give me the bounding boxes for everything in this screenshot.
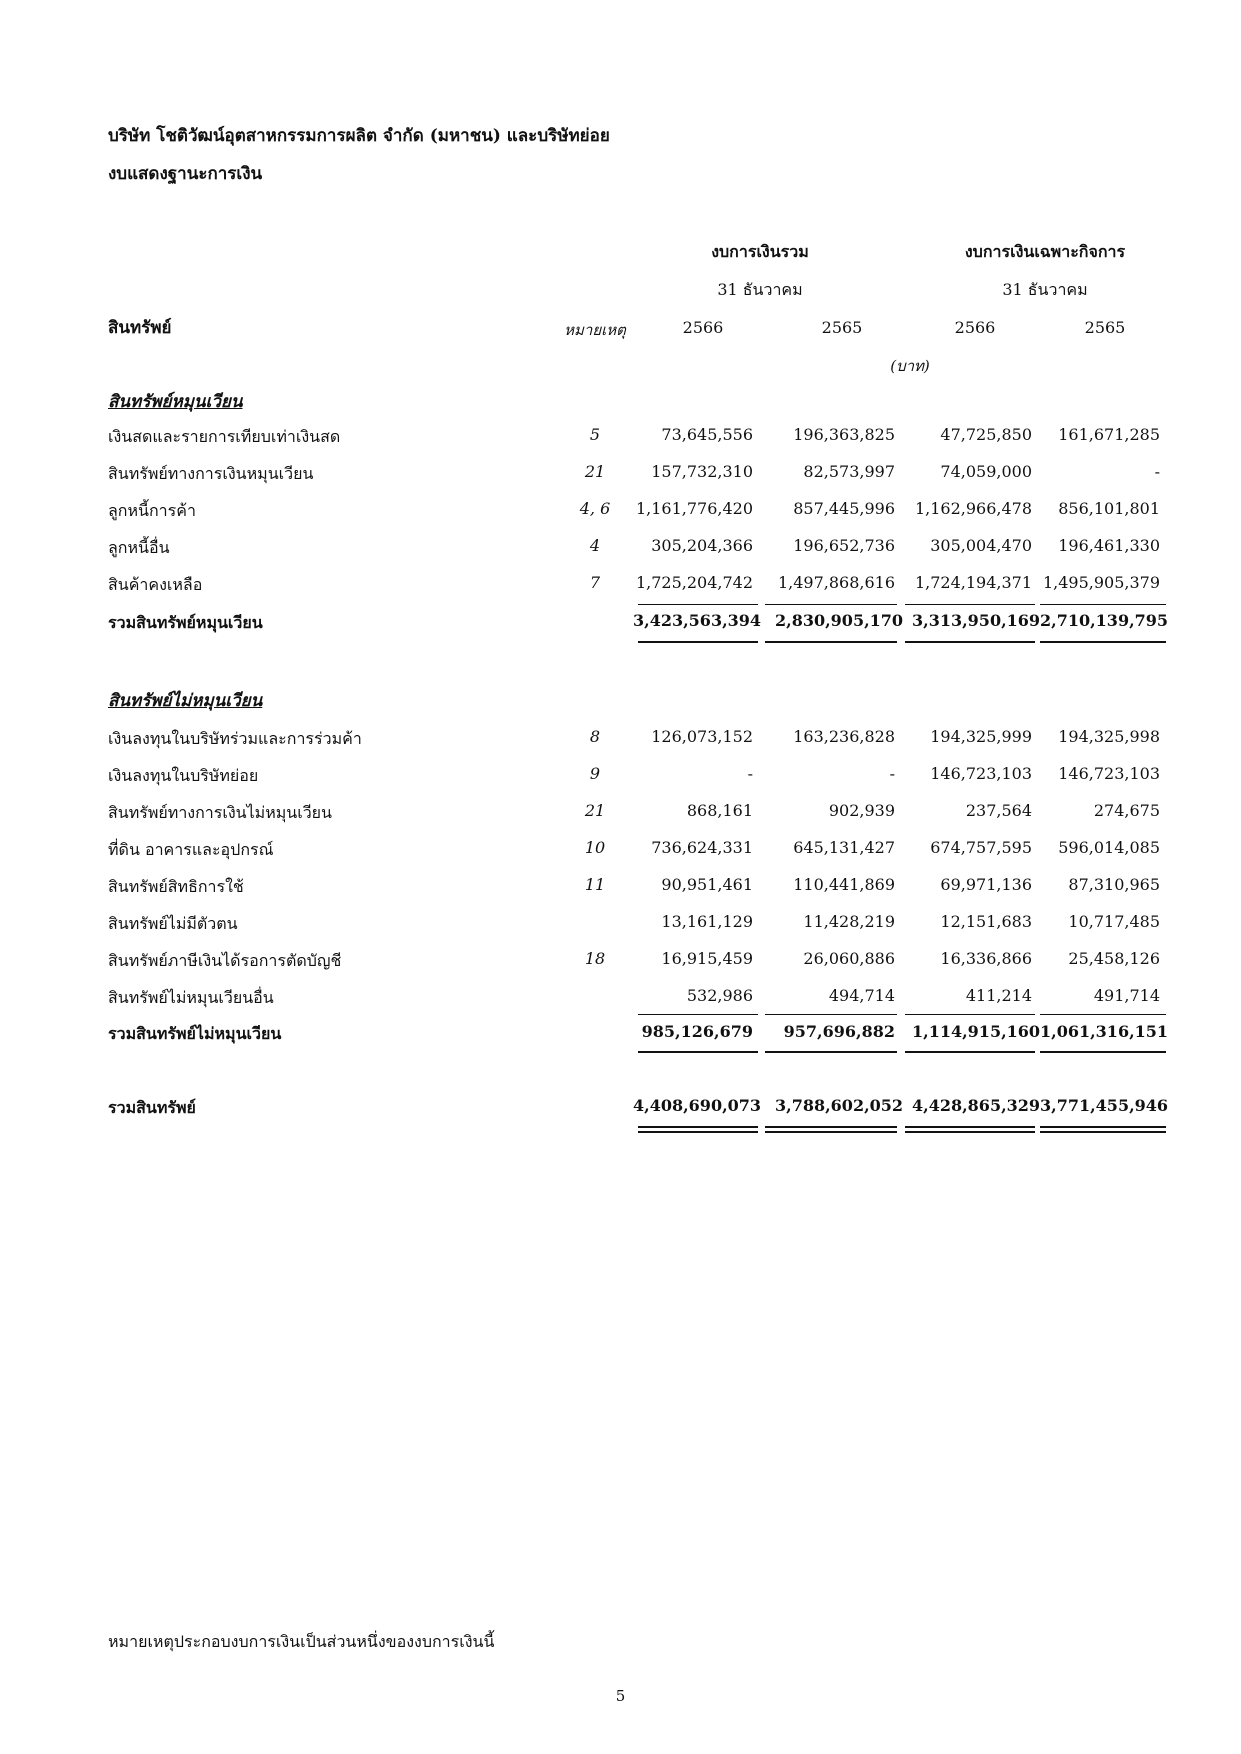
double-rule — [905, 1131, 1035, 1133]
cell-value: 237,564 — [965, 801, 1032, 820]
assets-title: สินทรัพย์ — [108, 318, 172, 338]
cell-value: 3,313,950,169 — [912, 611, 1041, 630]
year-col-1: 2566 — [682, 318, 724, 337]
unit-label: (บาท) — [890, 357, 930, 375]
cell-value: 274,675 — [1093, 801, 1160, 820]
cell-value: 1,725,204,742 — [635, 573, 753, 592]
row-label: สินค้าคงเหลือ — [108, 575, 203, 594]
cell-value: 47,725,850 — [940, 425, 1032, 444]
cell-value: 902,939 — [828, 801, 895, 820]
cell-value: 16,336,866 — [940, 949, 1032, 968]
row-label: ลูกหนี้การค้า — [108, 501, 196, 520]
cell-value: 1,161,776,420 — [635, 499, 753, 518]
row-note: 4, 6 — [579, 499, 611, 518]
cell-value: 74,059,000 — [940, 462, 1032, 481]
cell-value: 82,573,997 — [803, 462, 895, 481]
total-rule — [1040, 1051, 1166, 1053]
cell-value: 674,757,595 — [930, 838, 1032, 857]
table-row — [0, 764, 1241, 794]
table-row — [0, 801, 1241, 831]
consolidated-date: 31 ธันวาคม — [717, 280, 803, 299]
cell-value: 957,696,882 — [783, 1022, 895, 1041]
row-label: รวมสินทรัพย์หมุนเวียน — [108, 613, 263, 632]
cell-value: 87,310,965 — [1068, 875, 1160, 894]
cell-value: 1,497,868,616 — [777, 573, 895, 592]
row-label: สินทรัพย์ไม่มีตัวตน — [108, 914, 238, 933]
table-row — [0, 875, 1241, 905]
row-label: เงินลงทุนในบริษัทย่อย — [108, 766, 259, 785]
cell-value: 25,458,126 — [1068, 949, 1160, 968]
cell-value: 146,723,103 — [1058, 764, 1160, 783]
year-col-4: 2565 — [1084, 318, 1126, 337]
row-label: รวมสินทรัพย์ — [108, 1098, 196, 1117]
row-note: 9 — [589, 764, 601, 783]
cell-value: 985,126,679 — [641, 1022, 753, 1041]
row-note: 18 — [584, 949, 606, 968]
cell-value: 1,162,966,478 — [914, 499, 1032, 518]
row-label: รวมสินทรัพย์ไม่หมุนเวียน — [108, 1024, 282, 1043]
consolidated-header: งบการเงินรวม — [711, 242, 809, 261]
row-label: สินทรัพย์ไม่หมุนเวียนอื่น — [108, 988, 274, 1007]
cell-value: 856,101,801 — [1058, 499, 1160, 518]
cell-value: 1,061,316,151 — [1040, 1022, 1169, 1041]
sum-rule — [765, 604, 897, 605]
cell-value: 4,428,865,329 — [912, 1096, 1041, 1115]
cell-value: 3,788,602,052 — [775, 1096, 904, 1115]
current-assets-title: สินทรัพย์หมุนเวียน — [108, 392, 243, 412]
sum-rule — [905, 604, 1035, 605]
row-note: 5 — [589, 425, 601, 444]
cell-value: 1,495,905,379 — [1042, 573, 1160, 592]
cell-value: 645,131,427 — [793, 838, 895, 857]
sum-rule — [765, 1014, 897, 1015]
cell-value: 163,236,828 — [793, 727, 895, 746]
table-row — [0, 425, 1241, 455]
row-label: ลูกหนี้อื่น — [108, 538, 170, 557]
cell-value: 146,723,103 — [930, 764, 1032, 783]
sum-rule — [905, 1014, 1035, 1015]
sum-rule — [1040, 604, 1166, 605]
cell-value: 73,645,556 — [661, 425, 753, 444]
row-label: สินทรัพย์ภาษีเงินได้รอการตัดบัญชี — [108, 951, 342, 970]
cell-value: 161,671,285 — [1058, 425, 1160, 444]
total-row — [0, 611, 1241, 641]
sum-rule — [1040, 1014, 1166, 1015]
cell-value: 3,423,563,394 — [633, 611, 762, 630]
total-rule — [638, 1051, 758, 1053]
row-label: เงินสดและรายการเทียบเท่าเงินสด — [108, 427, 341, 446]
cell-value: 305,004,470 — [930, 536, 1032, 555]
cell-value: 305,204,366 — [651, 536, 753, 555]
separate-date: 31 ธันวาคม — [1002, 280, 1088, 299]
grand-total-row — [0, 1096, 1241, 1126]
cell-value: 1,724,194,371 — [914, 573, 1032, 592]
row-label: สินทรัพย์ทางการเงินหมุนเวียน — [108, 464, 314, 483]
double-rule — [765, 1131, 897, 1133]
separate-header: งบการเงินเฉพาะกิจการ — [964, 242, 1126, 261]
row-note: 21 — [584, 801, 606, 820]
total-row — [0, 1022, 1241, 1052]
cell-value: 2,710,139,795 — [1040, 611, 1169, 630]
double-rule — [638, 1131, 758, 1133]
cell-value: 194,325,998 — [1058, 727, 1160, 746]
total-rule — [905, 1051, 1035, 1053]
row-label: เงินลงทุนในบริษัทร่วมและการร่วมค้า — [108, 729, 362, 748]
company-name: บริษัท โชติวัฒน์อุตสาหกรรมการผลิต จำกัด (มหาชน) และบริษัทย่อย — [108, 126, 610, 146]
cell-value: 196,461,330 — [1058, 536, 1160, 555]
cell-value: 26,060,886 — [803, 949, 895, 968]
table-row — [0, 838, 1241, 868]
cell-value: 411,214 — [965, 986, 1032, 1005]
row-label: สินทรัพย์สิทธิการใช้ — [108, 877, 244, 896]
table-row — [0, 536, 1241, 566]
sum-rule — [638, 1014, 758, 1015]
footer-note: หมายเหตุประกอบงบการเงินเป็นส่วนหนึ่งของงบการเงินนี้ — [108, 1632, 495, 1651]
cell-value: 491,714 — [1093, 986, 1160, 1005]
cell-value: 16,915,459 — [661, 949, 753, 968]
cell-value: 1,114,915,160 — [912, 1022, 1041, 1041]
row-label: สินทรัพย์ทางการเงินไม่หมุนเวียน — [108, 803, 332, 822]
row-note: 21 — [584, 462, 606, 481]
double-rule — [638, 1126, 758, 1128]
sum-rule — [638, 604, 758, 605]
cell-value: 868,161 — [686, 801, 753, 820]
row-label: ที่ดิน อาคารและอุปกรณ์ — [108, 840, 274, 859]
cell-value: 13,161,129 — [661, 912, 753, 931]
total-rule — [638, 641, 758, 643]
cell-value: 69,971,136 — [940, 875, 1032, 894]
table-row — [0, 949, 1241, 979]
cell-value: 857,445,996 — [793, 499, 895, 518]
cell-value: 736,624,331 — [651, 838, 753, 857]
cell-value: 194,325,999 — [930, 727, 1032, 746]
cell-value: 4,408,690,073 — [633, 1096, 762, 1115]
cell-value: - — [889, 764, 895, 783]
double-rule — [1040, 1131, 1166, 1133]
cell-value: - — [1154, 462, 1160, 481]
cell-value: 157,732,310 — [651, 462, 753, 481]
cell-value: 196,652,736 — [793, 536, 895, 555]
table-row — [0, 986, 1241, 1016]
notes-header: หมายเหตุ — [564, 321, 626, 339]
double-rule — [905, 1126, 1035, 1128]
cell-value: 110,441,869 — [793, 875, 895, 894]
cell-value: 90,951,461 — [661, 875, 753, 894]
row-note: 10 — [584, 838, 606, 857]
double-rule — [1040, 1126, 1166, 1128]
cell-value: - — [747, 764, 753, 783]
total-rule — [765, 641, 897, 643]
double-rule — [765, 1126, 897, 1128]
cell-value: 2,830,905,170 — [775, 611, 904, 630]
row-note: 4 — [589, 536, 601, 555]
year-col-2: 2565 — [821, 318, 863, 337]
statement-title: งบแสดงฐานะการเงิน — [108, 164, 263, 184]
table-row — [0, 912, 1241, 942]
row-note: 7 — [589, 573, 601, 592]
table-row — [0, 462, 1241, 492]
cell-value: 196,363,825 — [793, 425, 895, 444]
total-rule — [1040, 641, 1166, 643]
cell-value: 126,073,152 — [651, 727, 753, 746]
table-row — [0, 573, 1241, 603]
cell-value: 532,986 — [686, 986, 753, 1005]
row-note: 11 — [584, 875, 606, 894]
table-row — [0, 499, 1241, 529]
table-row — [0, 727, 1241, 757]
cell-value: 12,151,683 — [940, 912, 1032, 931]
cell-value: 494,714 — [828, 986, 895, 1005]
cell-value: 11,428,219 — [803, 912, 895, 931]
noncurrent-assets-title: สินทรัพย์ไม่หมุนเวียน — [108, 691, 263, 711]
total-rule — [765, 1051, 897, 1053]
cell-value: 3,771,455,946 — [1040, 1096, 1169, 1115]
total-rule — [905, 641, 1035, 643]
row-note: 8 — [589, 727, 601, 746]
page-number: 5 — [615, 1687, 626, 1705]
cell-value: 596,014,085 — [1058, 838, 1160, 857]
cell-value: 10,717,485 — [1068, 912, 1160, 931]
year-col-3: 2566 — [954, 318, 996, 337]
